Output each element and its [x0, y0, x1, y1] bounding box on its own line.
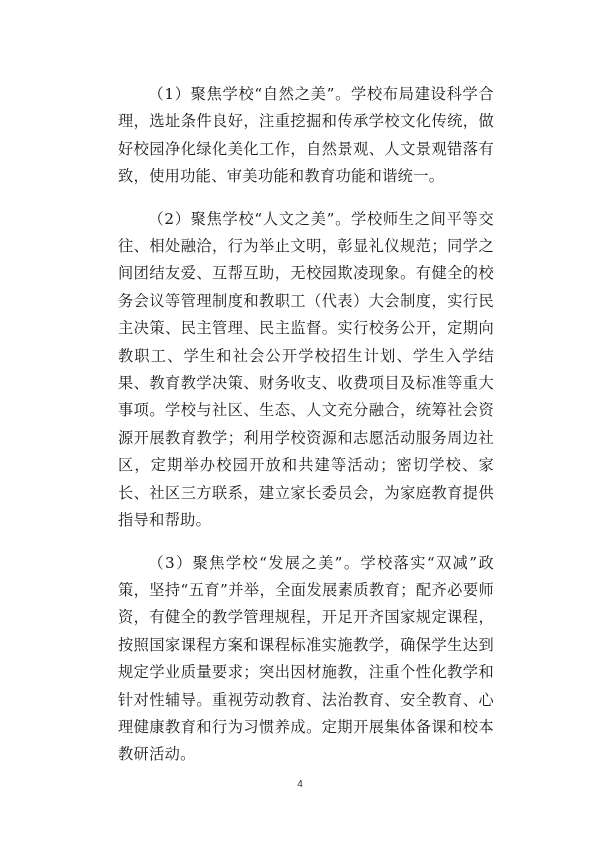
document-body: [118, 81, 494, 784]
paragraph-development-beauty: （3）聚焦学校“发展之美”。学校落实“双减”政策，坚持“五育”并举，全面发展素质教育；配齐必要师资，有健全的教学管理规程，开足开齐国家规定课程，按照国家课程方案和课程标准实施教学，确保学生达到规定学业质量要求；突出因材施教，注重个性化教学和针对性辅导。重视劳动教育、法治教育、安全教育、心理健康教育和行为习惯养成。定期开展集体备课和校本教研活动。: [118, 553, 494, 764]
paragraph-natural-beauty: （1）聚焦学校“自然之美”。学校布局建设科学合理，选址条件良好，注重挖掘和传承学校文化传统，做好校园净化绿化美化工作，自然景观、人文景观错落有致，使用功能、审美功能和教育功能和谐统一。: [118, 85, 494, 186]
paragraph-humanistic-beauty: （2）聚焦学校“人文之美”。学校师生之间平等交往、相处融洽，行为举止文明，彰显礼仪规范；同学之间团结友爱、互帮互助，无校园欺凌现象。有健全的校务会议等管理制度和教职工（代表）大会制度，实行民主决策、民主管理、民主监督。实行校务公开，定期向教职工、学生和社会公开学校招生计划、学生入学结果、教育教学决策、财务收支、收费项目及标准等重大事项。学校与社区、生态、人文充分融合，统筹社会资源开展教育教学；利用学校资源和志愿活动服务周边社区，定期举办校园开放和共建等活动；密切学校、家长、社区三方联系，建立家长委员会，为家庭教育提供指导和帮助。: [118, 209, 494, 530]
page-number: 4: [297, 779, 303, 790]
